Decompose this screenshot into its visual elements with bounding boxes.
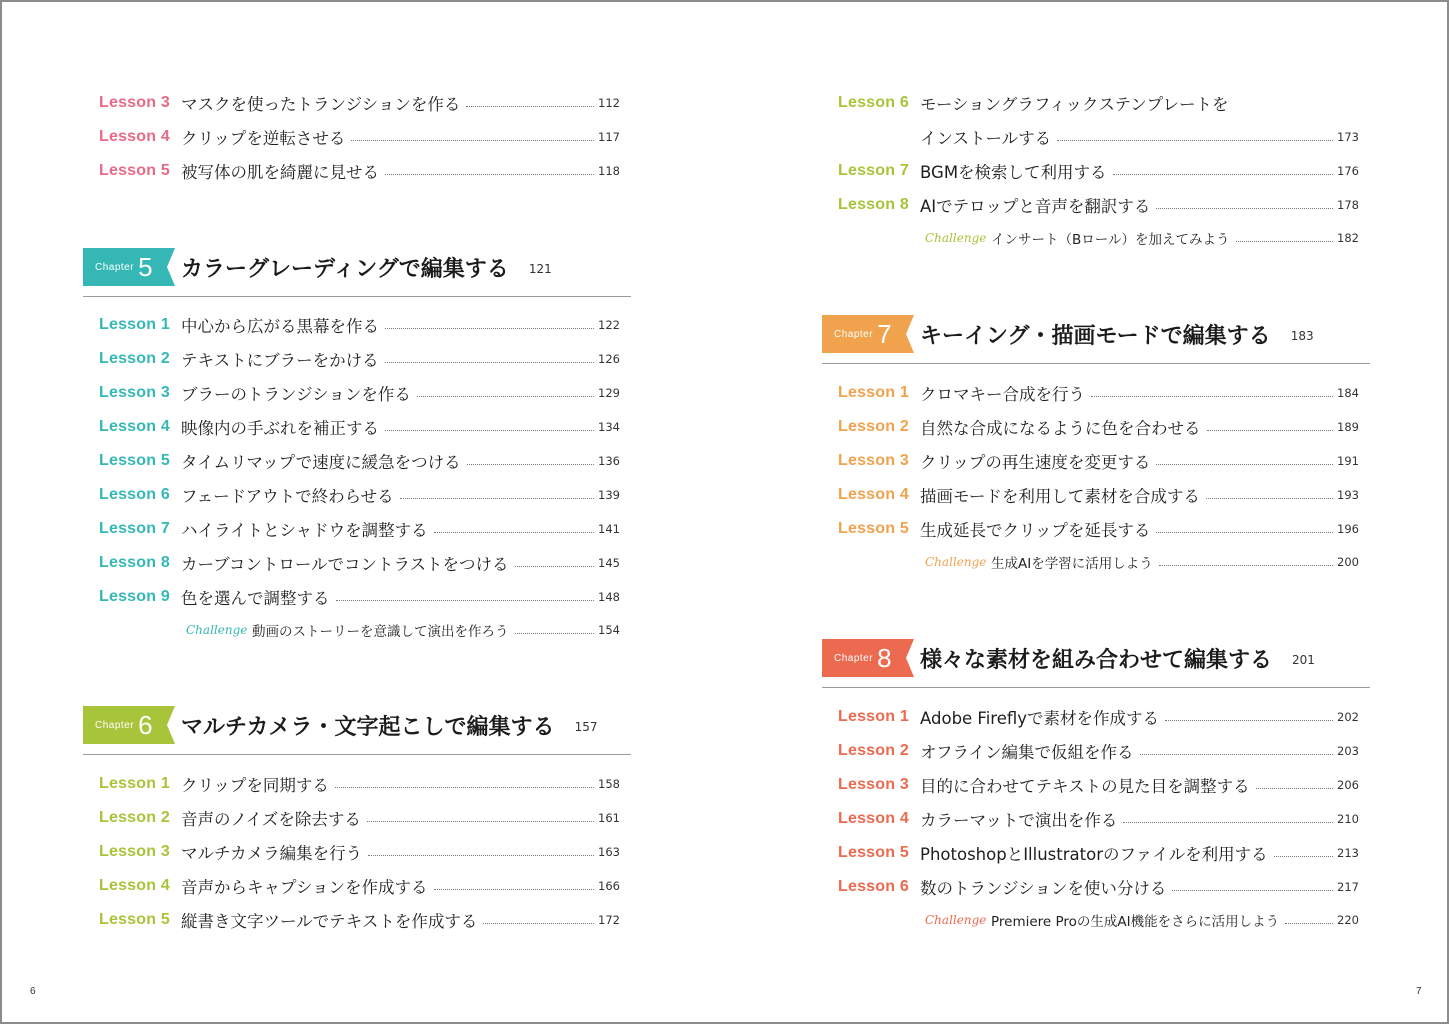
lesson-label: Lesson 3: [99, 384, 170, 401]
toc-row[interactable]: [99, 86, 620, 120]
lesson-label: Lesson 2: [99, 350, 170, 367]
chapter-word: Chapter: [834, 652, 874, 664]
lesson-title: 目的に合わせてテキストの見た目を調整する: [920, 777, 1250, 796]
lesson-label: Lesson 6: [838, 878, 909, 895]
page-number: 172: [598, 913, 620, 927]
toc-row[interactable]: [99, 410, 620, 444]
page-number: 217: [1337, 880, 1359, 894]
lesson-title: BGMを検索して利用する: [920, 163, 1107, 182]
lesson-label: Lesson 5: [99, 911, 170, 928]
chapter-header-5[interactable]: [83, 238, 631, 297]
chapter-header-7[interactable]: [822, 305, 1370, 364]
toc-row[interactable]: [838, 410, 1359, 444]
chapter-title: キーイング・描画モードで編集する: [920, 323, 1271, 349]
lesson-title: 縦書き文字ツールでテキストを作成する: [181, 912, 478, 931]
challenge-row[interactable]: [186, 613, 620, 647]
page-number: 122: [598, 318, 620, 332]
page-folio-right: 7: [1416, 986, 1422, 997]
lesson-label: Lesson 4: [838, 810, 909, 827]
chapter-page: 121: [528, 262, 552, 276]
challenge-label: Challenge: [925, 555, 987, 569]
lesson-title: 自然な合成になるように色を合わせる: [920, 419, 1201, 438]
chapter-page: 201: [1292, 653, 1315, 667]
chapter-page: 183: [1290, 329, 1314, 343]
dot-leader: [400, 498, 594, 499]
challenge-label: Challenge: [925, 231, 987, 245]
dot-leader: [467, 464, 594, 465]
lesson-title: マルチカメラ編集を行う: [181, 844, 363, 863]
toc-row[interactable]: [99, 308, 620, 342]
toc-row[interactable]: [99, 444, 620, 478]
toc-row[interactable]: [99, 835, 620, 869]
dot-leader: [417, 396, 594, 397]
lesson-label: Lesson 1: [838, 384, 909, 401]
dot-leader: [1091, 396, 1333, 397]
dot-leader: [434, 532, 594, 533]
lesson-label: Lesson 8: [99, 554, 170, 571]
page-number: 178: [1337, 198, 1359, 212]
lesson-title: カラーマットで演出を作る: [920, 811, 1118, 830]
lesson-title: カーブコントロールでコントラストをつける: [181, 555, 509, 574]
dot-leader: [1140, 754, 1334, 755]
lesson-label: Lesson 4: [99, 877, 170, 894]
page-number: 129: [598, 386, 620, 400]
toc-row[interactable]: [838, 802, 1359, 836]
lesson-title: タイムリマップで速度に緩急をつける: [181, 453, 461, 472]
page-number: 112: [598, 96, 620, 110]
chapter-number: 8: [877, 642, 892, 673]
dot-leader: [1159, 565, 1333, 566]
lesson-label: Lesson 2: [838, 742, 909, 759]
lesson-label: Lesson 8: [838, 196, 909, 213]
page-number: 189: [1337, 420, 1359, 434]
dot-leader: [385, 328, 594, 329]
lesson-title: 音声からキャプションを作成する: [181, 878, 428, 897]
lesson-label: Lesson 5: [838, 520, 909, 537]
toc-row[interactable]: [99, 342, 620, 376]
dot-leader: [1057, 140, 1333, 141]
challenge-row[interactable]: [925, 221, 1359, 255]
lesson-title: AIでテロップと音声を翻訳する: [920, 197, 1151, 216]
dot-leader: [1113, 174, 1333, 175]
dot-leader: [1274, 856, 1333, 857]
page-number: 210: [1337, 812, 1359, 826]
lesson-title: ハイライトとシャドウを調整する: [181, 521, 428, 540]
challenge-row[interactable]: [925, 545, 1359, 579]
page-number: 203: [1337, 744, 1359, 758]
toc-row[interactable]: [838, 870, 1359, 904]
dot-leader: [1206, 498, 1333, 499]
lesson-title-continued: インストールする: [920, 129, 1052, 148]
lesson-title: Adobe Fireflyで素材を作成する: [920, 709, 1160, 728]
lesson-label: Lesson 6: [838, 94, 909, 111]
toc-row[interactable]: [99, 512, 620, 546]
toc-row[interactable]: [838, 512, 1359, 546]
lesson-title: モーショングラフィックステンプレートを: [920, 95, 1229, 114]
page-number: 220: [1337, 913, 1359, 927]
lesson-title: フェードアウトで終わらせる: [181, 487, 394, 506]
challenge-title: 生成AIを学習に活用しよう: [991, 556, 1153, 572]
toc-row[interactable]: [99, 869, 620, 903]
lesson-label: Lesson 5: [99, 162, 170, 179]
lesson-label: Lesson 1: [99, 316, 170, 333]
dot-leader: [1156, 208, 1333, 209]
chapter-number: 7: [877, 318, 892, 349]
challenge-label: Challenge: [186, 623, 248, 637]
challenge-label: Challenge: [925, 913, 987, 927]
page-number: 200: [1337, 555, 1359, 569]
page-number: 118: [598, 164, 620, 178]
page-number: 193: [1337, 488, 1359, 502]
lesson-title: クリップを逆転させる: [181, 129, 346, 148]
lesson-title: マスクを使ったトランジションを作る: [181, 95, 461, 114]
chapter-word: Chapter: [95, 261, 135, 273]
toc-row[interactable]: [99, 120, 620, 154]
page-number: 145: [598, 556, 620, 570]
lesson-title: PhotoshopとIllustratorのファイルを利用する: [920, 845, 1268, 864]
page-number: 213: [1337, 846, 1359, 860]
page-number: 182: [1337, 231, 1359, 245]
toc-row[interactable]: [838, 478, 1359, 512]
chapter-title: マルチカメラ・文字起こしで編集する: [181, 714, 555, 740]
chapter-header-8[interactable]: [822, 629, 1370, 688]
lesson-label: Lesson 7: [838, 162, 909, 179]
dot-leader: [1172, 890, 1333, 891]
dot-leader: [1165, 720, 1333, 721]
lesson-label: Lesson 1: [99, 775, 170, 792]
dot-leader: [351, 140, 594, 141]
page-number: 166: [598, 879, 620, 893]
page-number: 191: [1337, 454, 1359, 468]
challenge-title: インサート（Bロール）を加えてみよう: [991, 232, 1230, 248]
lesson-title: ブラーのトランジションを作る: [181, 385, 411, 404]
chapter-badge: [822, 315, 914, 353]
page-number: 206: [1337, 778, 1359, 792]
page-number: 148: [598, 590, 620, 604]
dot-leader: [466, 106, 594, 107]
chapter-word: Chapter: [834, 328, 874, 340]
lesson-title: 被写体の肌を綺麗に見せる: [181, 163, 379, 182]
dot-leader: [434, 889, 595, 890]
page-number: 126: [598, 352, 620, 366]
lesson-label: Lesson 5: [838, 844, 909, 861]
page-number: 117: [598, 130, 620, 144]
page-number: 202: [1337, 710, 1359, 724]
lesson-title: 色を選んで調整する: [181, 589, 330, 608]
lesson-title: 描画モードを利用して素材を合成する: [920, 487, 1200, 506]
lesson-label: Lesson 3: [99, 94, 170, 111]
dot-leader: [367, 821, 594, 822]
chapter-title: 様々な素材を組み合わせて編集する: [920, 647, 1273, 673]
challenge-row[interactable]: [925, 903, 1359, 937]
challenge-title: 動画のストーリーを意識して演出を作ろう: [252, 624, 509, 640]
page-number: 154: [598, 623, 620, 637]
lesson-label: Lesson 1: [838, 708, 909, 725]
dot-leader: [1285, 923, 1333, 924]
lesson-label: Lesson 5: [99, 452, 170, 469]
toc-row[interactable]: [99, 767, 620, 801]
dot-leader: [515, 566, 595, 567]
page-number: 139: [598, 488, 620, 502]
lesson-title: 生成延長でクリップを延長する: [920, 521, 1151, 540]
dot-leader: [335, 787, 594, 788]
lesson-label: Lesson 4: [99, 418, 170, 435]
lesson-title: クリップを同期する: [181, 776, 329, 795]
lesson-title: クリップの再生速度を変更する: [920, 453, 1151, 472]
lesson-label: Lesson 2: [99, 809, 170, 826]
lesson-label: Lesson 2: [838, 418, 909, 435]
page-number: 136: [598, 454, 620, 468]
dot-leader: [1236, 241, 1334, 242]
chapter-badge: [822, 639, 914, 677]
lesson-title: 中心から広がる黒幕を作る: [181, 317, 379, 336]
dot-leader: [1256, 788, 1333, 789]
lesson-label: Lesson 9: [99, 588, 170, 605]
lesson-title: クロマキー合成を行う: [920, 385, 1085, 404]
chapter-badge: [83, 248, 175, 286]
dot-leader: [1156, 532, 1333, 533]
toc-row[interactable]: [838, 188, 1359, 222]
toc-row-line2[interactable]: [920, 120, 1359, 154]
lesson-title: 音声のノイズを除去する: [181, 810, 361, 829]
lesson-label: Lesson 3: [838, 452, 909, 469]
lesson-title: テキストにブラーをかける: [181, 351, 379, 370]
lesson-title: オフライン編集で仮組を作る: [920, 743, 1134, 762]
toc-row[interactable]: [99, 154, 620, 188]
dot-leader: [483, 923, 594, 924]
chapter-number: 6: [138, 709, 153, 740]
lesson-label: Lesson 7: [99, 520, 170, 537]
page-number: 173: [1337, 130, 1359, 144]
page-number: 141: [598, 522, 620, 536]
chapter-title: カラーグレーディングで編集する: [181, 256, 509, 282]
lesson-label: Lesson 3: [838, 776, 909, 793]
page-number: 196: [1337, 522, 1359, 536]
lesson-label: Lesson 6: [99, 486, 170, 503]
chapter-header-6[interactable]: [83, 696, 631, 755]
toc-row[interactable]: [838, 154, 1359, 188]
dot-leader: [385, 174, 594, 175]
toc-row[interactable]: [99, 580, 620, 614]
toc-row[interactable]: [99, 903, 620, 937]
page-number: 184: [1337, 386, 1359, 400]
chapter-word: Chapter: [95, 719, 135, 731]
lesson-title: 数のトランジションを使い分ける: [920, 879, 1167, 898]
lesson-title: 映像内の手ぶれを補正する: [181, 419, 379, 438]
lesson-label: Lesson 3: [99, 843, 170, 860]
dot-leader: [1156, 464, 1333, 465]
page-number: 134: [598, 420, 620, 434]
toc-row[interactable]: [99, 478, 620, 512]
page-number: 163: [598, 845, 620, 859]
toc-row[interactable]: [99, 376, 620, 410]
lesson-label: Lesson 4: [99, 128, 170, 145]
chapter-page: 157: [574, 720, 598, 734]
toc-row[interactable]: [838, 700, 1359, 734]
toc-row[interactable]: [838, 768, 1359, 802]
dot-leader: [385, 362, 594, 363]
toc-row[interactable]: [99, 546, 620, 580]
dot-leader: [1207, 430, 1334, 431]
toc-row[interactable]: [838, 376, 1359, 410]
toc-row[interactable]: [838, 734, 1359, 768]
page-number: 176: [1337, 164, 1359, 178]
dot-leader: [515, 633, 595, 634]
toc-row[interactable]: [838, 444, 1359, 478]
toc-row-line1[interactable]: [838, 86, 1359, 120]
dot-leader: [1123, 822, 1333, 823]
dot-leader: [336, 600, 595, 601]
page-number: 158: [598, 777, 620, 791]
chapter-badge: [83, 706, 175, 744]
toc-row[interactable]: [838, 836, 1359, 870]
lesson-label: Lesson 4: [838, 486, 909, 503]
toc-row[interactable]: [99, 801, 620, 835]
challenge-title: Premiere Proの生成AI機能をさらに活用しよう: [991, 914, 1280, 930]
dot-leader: [368, 855, 594, 856]
dot-leader: [385, 430, 594, 431]
page-number: 161: [598, 811, 620, 825]
page-folio-left: 6: [30, 986, 36, 997]
chapter-number: 5: [138, 251, 153, 282]
